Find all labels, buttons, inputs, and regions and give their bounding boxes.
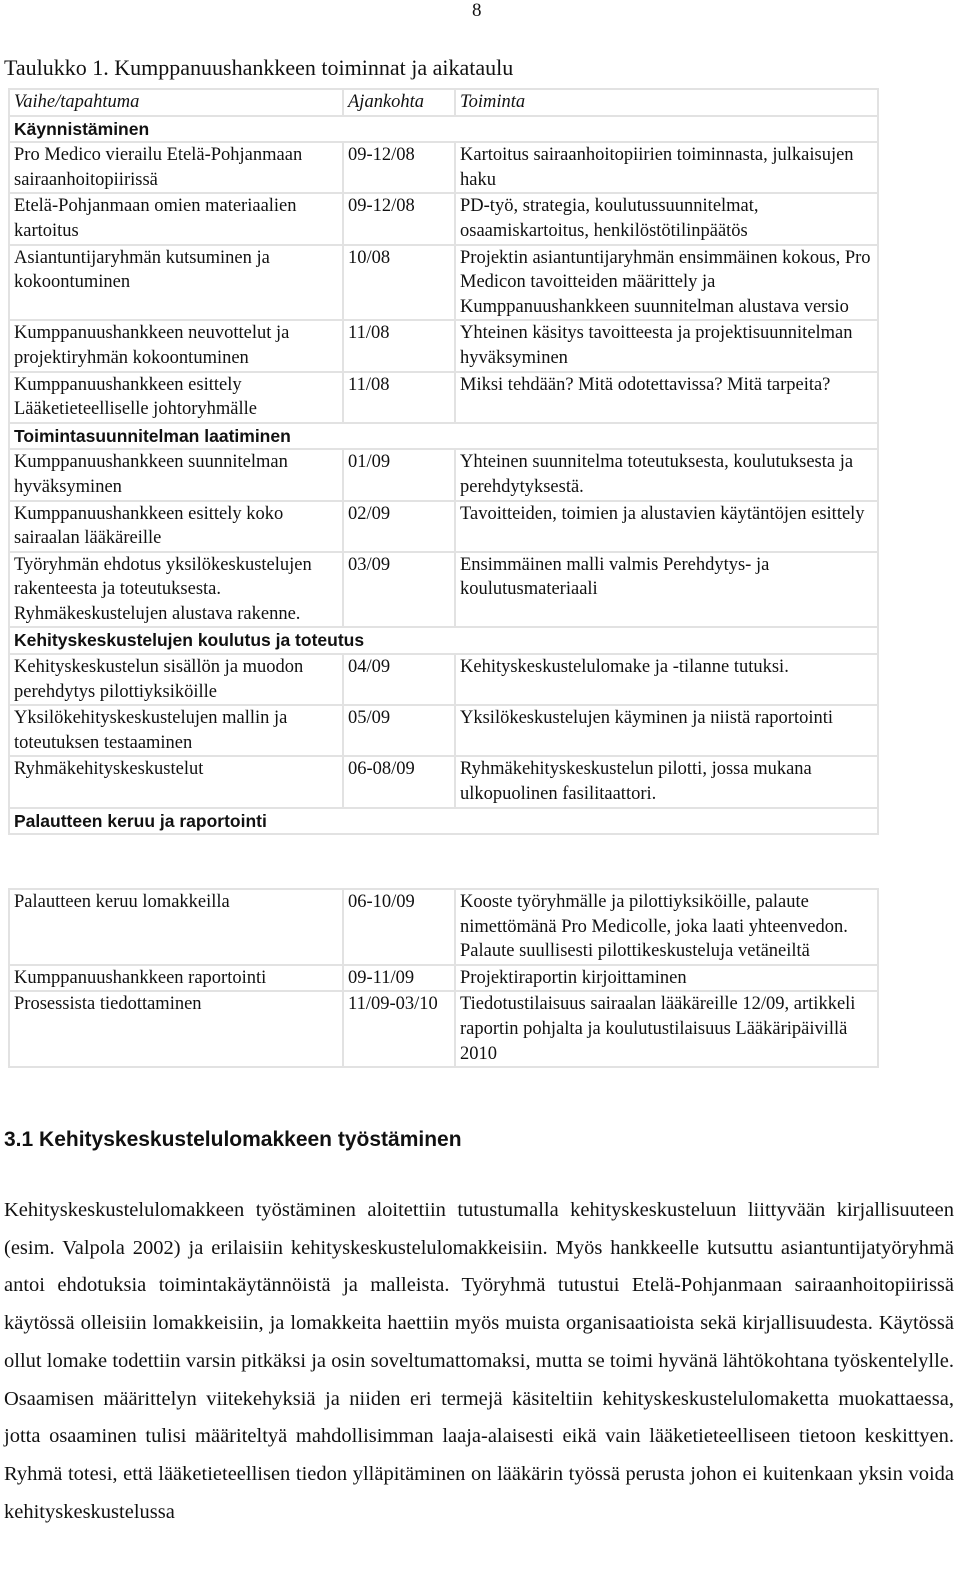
action-cell: PD-työ, strategia, koulutussuunnitelmat, osaamiskartoitus, henkilöstötilinpäätös	[455, 193, 878, 244]
action-cell: Yhteinen käsitys tavoitteesta ja projektisuunnitelman hyväksyminen	[455, 320, 878, 371]
action-cell: Miksi tehdään? Mitä odotettavissa? Mitä tarpeita?	[455, 372, 878, 423]
date-cell: 09-11/09	[343, 965, 455, 992]
date-cell: 06-08/09	[343, 756, 455, 807]
table-row	[9, 965, 878, 992]
action-cell: Kooste työryhmälle ja pilottiyksiköille, palaute nimettömänä Pro Medicolle, joka laati yhteenvedon. Palaute suullisesti pilottikeskusteluja vetäneiltä	[455, 889, 878, 965]
action-cell: Kehityskeskustelulomake ja -tilanne tutuksi.	[455, 654, 878, 705]
phase-cell: Etelä-Pohjanmaan omien materiaalien kartoitus	[9, 193, 343, 244]
section-title: Kehityskeskustelujen koulutus ja toteutus	[9, 627, 878, 654]
header-date: Ajankohta	[343, 89, 455, 116]
phase-cell: Kumppanuushankkeen esittely Lääketieteelliselle johtoryhmälle	[9, 372, 343, 423]
section-heading: 3.1 Kehityskeskustelulomakkeen työstäminen	[4, 1128, 462, 1151]
table-row	[9, 142, 878, 193]
section-title: Käynnistäminen	[9, 116, 878, 143]
section-title: Palautteen keruu ja raportointi	[9, 808, 878, 835]
action-cell: Ryhmäkehityskeskustelun pilotti, jossa mukana ulkopuolinen fasilitaattori.	[455, 756, 878, 807]
date-cell: 10/08	[343, 245, 455, 321]
date-cell: 04/09	[343, 654, 455, 705]
schedule-table	[8, 88, 879, 835]
date-cell: 03/09	[343, 552, 455, 628]
table-caption: Taulukko 1. Kumppanuushankkeen toiminnat ja aikataulu	[4, 55, 514, 80]
phase-cell: Ryhmäkehityskeskustelut	[9, 756, 343, 807]
body-paragraph: Kehityskeskustelulomakkeen työstäminen aloitettiin tutustumalla kehityskeskusteluun liittyvään kirjallisuuteen (esim. Valpola 2002) ja erilaisiin kehityskeskustelulomakkeisiin. Myös hankkeelle kutsuttu asiantuntijatyöryhmä antoi ehdotuksia toimintakäytännöistä ja malleista. Työryhmä tutustui Etelä-Pohjanmaan sairaanhoitopiirissä käytössä olleisiin lomakkeisiin, ja lomakkeita haettiin myös muista organisaatioista sekä kirjallisuudesta. Käytössä ollut lomake todettiin varsin pitkäksi ja osin soveltumattomaksi, mutta se toimi hyvänä lähtökohtana työskentelylle. Osaamisen määrittelyn viitekehyksiä ja niiden eri termejä käsiteltiin kehityskeskustelulomaketta muokattaessa, jotta osaaminen tulisi määriteltyä mahdollisimman laaja-alaisesti eikä vain lääketieteelliseen tietoon keskittyen. Ryhmä totesi, että lääketieteellisen tiedon ylläpitäminen on lääkärin työssä perusta johon ei kuitenkaan yksin voida kehityskeskustelussa	[4, 1199, 954, 1523]
header-action: Toiminta	[455, 89, 878, 116]
table-row	[9, 654, 878, 705]
date-cell: 11/08	[343, 320, 455, 371]
table-header-row	[9, 89, 878, 116]
table-row	[9, 372, 878, 423]
phase-cell: Asiantuntijaryhmän kutsuminen ja kokoontuminen	[9, 245, 343, 321]
phase-cell: Kumppanuushankkeen esittely koko sairaalan lääkäreille	[9, 501, 343, 552]
phase-cell: Prosessista tiedottaminen	[9, 991, 343, 1067]
phase-cell: Pro Medico vierailu Etelä-Pohjanmaan sairaanhoitopiirissä	[9, 142, 343, 193]
date-cell: 05/09	[343, 705, 455, 756]
table-row	[9, 991, 878, 1067]
phase-cell: Kumppanuushankkeen neuvottelut ja projektiryhmän kokoontuminen	[9, 320, 343, 371]
date-cell: 09-12/08	[343, 142, 455, 193]
table-row	[9, 889, 878, 965]
date-cell: 06-10/09	[343, 889, 455, 965]
table-row	[9, 756, 878, 807]
action-cell: Ensimmäinen malli valmis Perehdytys- ja koulutusmateriaali	[455, 552, 878, 628]
table-row	[9, 501, 878, 552]
phase-cell: Palautteen keruu lomakkeilla	[9, 889, 343, 965]
section-title: Toimintasuunnitelman laatiminen	[9, 423, 878, 450]
phase-cell: Työryhmän ehdotus yksilökeskustelujen rakenteesta ja toteutuksesta. Ryhmäkeskustelujen alustava rakenne.	[9, 552, 343, 628]
schedule-table-continued	[8, 888, 879, 1068]
section-row	[9, 808, 878, 835]
table-row	[9, 193, 878, 244]
date-cell: 01/09	[343, 449, 455, 500]
date-cell: 02/09	[343, 501, 455, 552]
section-row	[9, 423, 878, 450]
table-row	[9, 705, 878, 756]
action-cell: Kartoitus sairaanhoitopiirien toiminnasta, julkaisujen haku	[455, 142, 878, 193]
action-cell: Tiedotustilaisuus sairaalan lääkäreille 12/09, artikkeli raportin pohjalta ja koulutustilaisuus Lääkäripäivillä 2010	[455, 991, 878, 1067]
phase-cell: Kumppanuushankkeen raportointi	[9, 965, 343, 992]
action-cell: Yksilökeskustelujen käyminen ja niistä raportointi	[455, 705, 878, 756]
header-phase: Vaihe/tapahtuma	[9, 89, 343, 116]
action-cell: Projektin asiantuntijaryhmän ensimmäinen kokous, Pro Medicon tavoitteiden määrittely ja Kumppanuushankkeen suunnitelman alustava versio	[455, 245, 878, 321]
section-row	[9, 116, 878, 143]
phase-cell: Yksilökehityskeskustelujen mallin ja toteutuksen testaaminen	[9, 705, 343, 756]
date-cell: 11/09-03/10	[343, 991, 455, 1067]
table-row	[9, 245, 878, 321]
action-cell: Yhteinen suunnitelma toteutuksesta, koulutuksesta ja perehdytyksestä.	[455, 449, 878, 500]
table-row	[9, 552, 878, 628]
date-cell: 09-12/08	[343, 193, 455, 244]
phase-cell: Kehityskeskustelun sisällön ja muodon perehdytys pilottiyksiköille	[9, 654, 343, 705]
action-cell: Tavoitteiden, toimien ja alustavien käytäntöjen esittely	[455, 501, 878, 552]
table-row	[9, 449, 878, 500]
page-number: 8	[472, 0, 482, 21]
date-cell: 11/08	[343, 372, 455, 423]
action-cell: Projektiraportin kirjoittaminen	[455, 965, 878, 992]
section-row	[9, 627, 878, 654]
phase-cell: Kumppanuushankkeen suunnitelman hyväksyminen	[9, 449, 343, 500]
table-row	[9, 320, 878, 371]
